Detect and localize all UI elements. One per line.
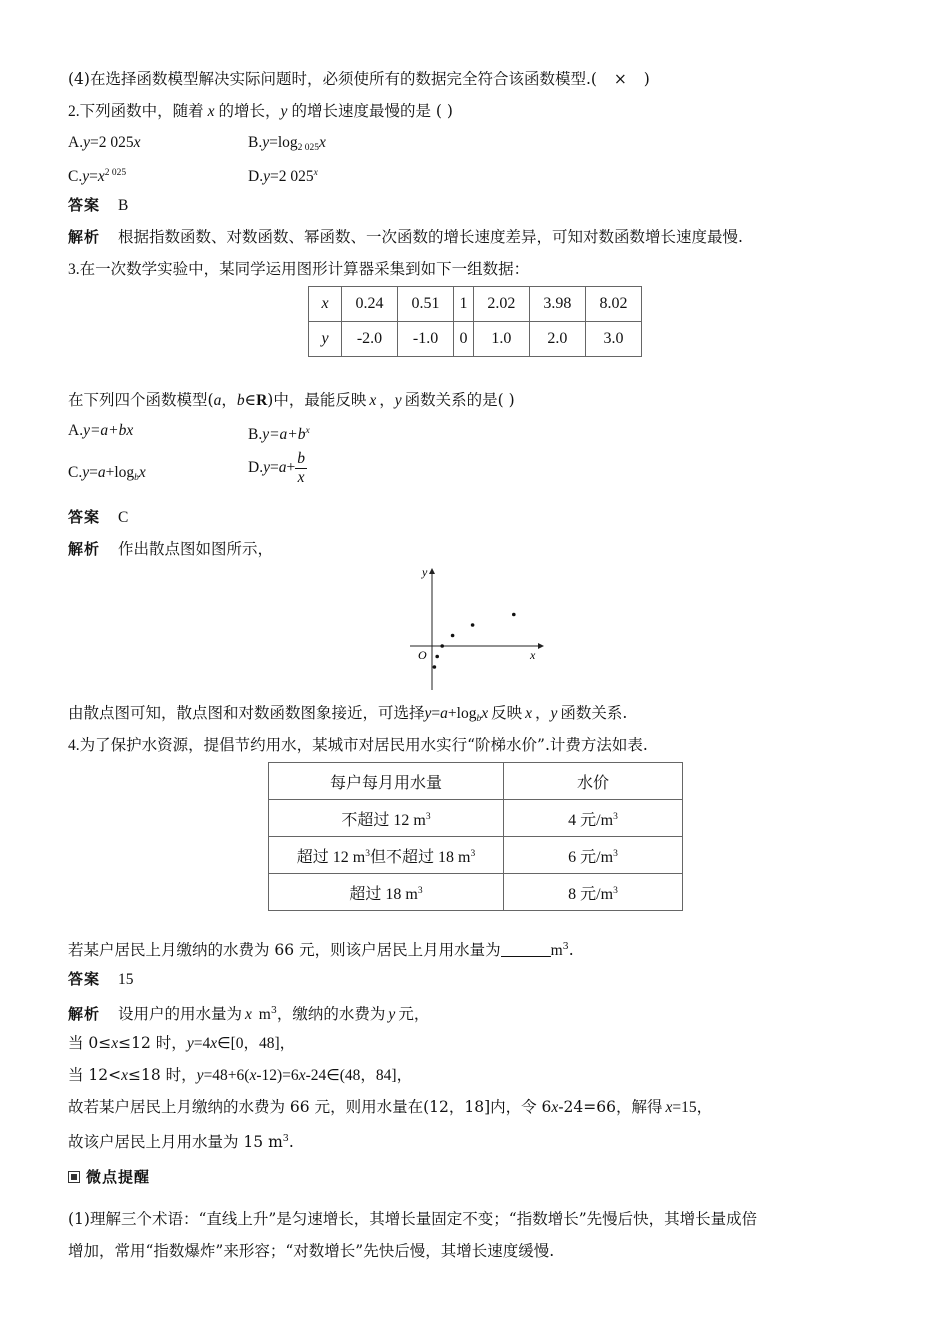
table-row: x 0.24 0.51 1 2.02 3.98 8.02 — [309, 287, 642, 322]
q4-analysis-line5: 故该户居民上月用水量为 15 $m^3$. — [68, 1133, 294, 1151]
q3-conclusion: 由散点图可知，散点图和对数函数图象接近，可选择$y=a+\log_bx$ 反映 x ，y 函数关系. — [68, 704, 628, 724]
tips-heading: 微点提醒 — [68, 1166, 150, 1188]
q4-price-table — [268, 762, 683, 911]
table-row: 超过 18 $m^3$ 8 元$/m^3$ — [269, 874, 683, 911]
scatter-point — [433, 665, 437, 669]
fraction-b-over-x: $\frac{b}{x}$ — [297, 450, 305, 486]
table-row: 不超过 12 $m^3$ 4 元$/m^3$ — [269, 800, 683, 837]
table-row: y -2.0 -1.0 0 1.0 2.0 3.0 — [309, 322, 642, 357]
q4-stem: 4.为了保护水资源，提倡节约用水，某城市对居民用水实行“阶梯水价”.计费方法如表. — [68, 736, 648, 754]
q2-option-d: D.y=2 025$^x$ — [248, 168, 318, 185]
cross-mark: × — [613, 70, 627, 88]
q3-option-d: D.y=a+ $\frac{b}{x}$ — [248, 450, 305, 486]
q4-question: 若某户居民上月缴纳的水费为 66 元，则该户居民上月用水量为 $m^3$. — [68, 941, 574, 959]
tip-box-icon — [68, 1171, 80, 1183]
scatter-plot — [400, 562, 550, 694]
q2-analysis: 解析 根据指数函数、对数函数、幂函数、一次函数的增长速度差异，可知对数函数增长速度最慢. — [68, 228, 743, 246]
q3-stem: 3.在一次数学实验中，某同学运用图形计算器采集到如下一组数据： — [68, 260, 530, 278]
q4-analysis-line2: 当 0≤x≤12 时，y=4x∈[0，48]， — [68, 1034, 296, 1052]
q3-option-b: $B.y=a+b^x$ — [248, 426, 310, 443]
q4-answer: 答案 15 — [68, 970, 134, 988]
scatter-point — [451, 634, 455, 638]
q3-option-a: A.y=a+bx — [68, 422, 134, 439]
tips-paragraph-line2: 增加，常用“指数爆炸”来形容；“对数增长”先快后慢，其增长速度缓慢. — [68, 1242, 555, 1260]
x-axis-arrow-icon — [538, 643, 544, 649]
q2-option-b: $B.y=\log_{2 025}x$ — [248, 134, 326, 153]
q2-stem: 2.下列函数中，随着 x 的增长，y 的增长速度最慢的是 ( ) — [68, 102, 453, 120]
q2-option-a: A.y=2 025x — [68, 134, 141, 151]
origin-label: O — [418, 648, 427, 662]
table-row: 超过 12 $m^3$但不超过 18 $m^3$ 6 元$/m^3$ — [269, 837, 683, 874]
y-axis-label: y — [422, 565, 428, 579]
scatter-point — [512, 613, 516, 617]
q3-analysis: 解析 作出散点图如图所示， — [68, 540, 274, 558]
q2-answer: 答案 B — [68, 196, 129, 214]
q4-analysis-line4: 故若某户居民上月缴纳的水费为 66 元，则用水量在(12，18]内，令 6x-24=66，解得 x=15， — [68, 1098, 713, 1116]
q3-option-c: $C.y=a+\log_bx$ — [68, 464, 146, 483]
answer-blank — [501, 940, 551, 957]
x-axis-label: x — [530, 648, 536, 662]
table-header-row: 每户每月用水量 水价 — [269, 763, 683, 800]
q2-option-c: $C.y=x^{2 025}$ — [68, 168, 127, 185]
scatter-point — [471, 623, 475, 627]
q4-analysis-line3: 当 12<x≤18 时，y=48+6(x-12)=6x-24∈(48，84]， — [68, 1066, 413, 1084]
item-4: (4)在选择函数模型解决实际问题时，必须使所有的数据完全符合该函数模型.( × ) — [68, 70, 650, 88]
q3-data-table — [308, 286, 642, 357]
q3-question: 在下列四个函数模型(a，b∈R)中，最能反映 x ，y 函数关系的是( ) — [68, 391, 515, 409]
scatter-points — [433, 613, 516, 669]
tips-paragraph-line1: (1)理解三个术语：“直线上升”是匀速增长，其增长量固定不变；“指数增长”先慢后快，其增长量成倍 — [68, 1210, 758, 1228]
scatter-point — [435, 655, 439, 659]
y-axis-arrow-icon — [429, 568, 435, 574]
q4-analysis-line1: 解析 设用户的用水量为 x $m^3$，缴纳的水费为 y 元， — [68, 1005, 430, 1023]
scatter-point — [440, 644, 444, 648]
q3-answer: 答案 C — [68, 508, 129, 526]
